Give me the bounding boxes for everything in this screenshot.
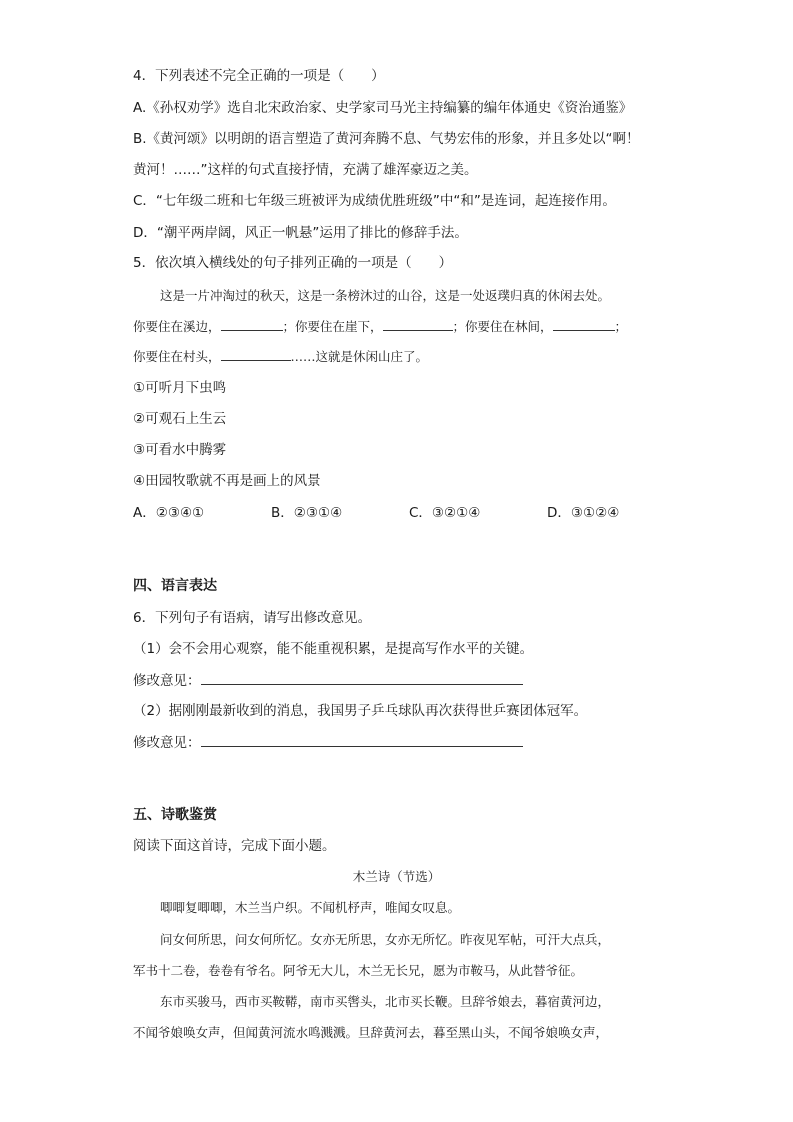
fill-blank[interactable]	[553, 316, 615, 331]
poem-line-4: 东市买骏马，西市买鞍鞯，南市买辔头，北市买长鞭。旦辞爷娘去，暮宿黄河边，	[160, 994, 611, 1009]
poem-title: 木兰诗（节选）	[352, 869, 441, 884]
q4-option-a: A.《孙权劝学》选自北宋政治家、史学家司马光主持编纂的编年体通史《资治通鉴》	[133, 100, 633, 116]
q5-stem: 5．依次填入横线处的句子排列正确的一项是（ ）	[133, 255, 453, 271]
q5-option-a[interactable]: A．②③④①	[133, 505, 205, 521]
q5-options	[133, 503, 619, 523]
q5-item-3: ③可看水中腾雾	[133, 442, 227, 458]
fill-blank[interactable]	[221, 346, 291, 361]
q5-passage-line1: 这是一片冲淘过的秋天，这是一条榜沐过的山谷，这是一处返璞归真的休闲去处。	[160, 288, 611, 303]
q4-option-b-line1: B.《黄河颂》以明朗的语言塑造了黄河奔腾不息、气势宏伟的形象，并且多处以“啊！	[133, 131, 640, 147]
q5-passage-text: ；你要住在崖下，	[282, 319, 383, 334]
q6-stem: 6．下列句子有语病，请写出修改意见。	[133, 610, 372, 626]
poem-line-2: 问女何所思，问女何所忆。女亦无所思，女亦无所忆。昨夜见军帖，可汗大点兵，	[160, 932, 611, 947]
fill-blank[interactable]	[383, 316, 453, 331]
q4-stem: 4．下列表述不完全正确的一项是（ ）	[133, 68, 385, 84]
section-4-title: 四、语言表达	[133, 578, 217, 594]
q5-passage-line3	[133, 346, 428, 367]
answer-label: 修改意见：	[133, 673, 201, 689]
q5-passage-text: ；你要住在林间，	[452, 319, 553, 334]
q5-passage-text: ……这就是休闲山庄了。	[290, 349, 429, 364]
poem-intro: 阅读下面这首诗，完成下面小题。	[133, 838, 336, 854]
q5-passage-text: 你要住在溪边，	[133, 319, 221, 334]
answer-label: 修改意见：	[133, 735, 201, 751]
q6-answer-2	[133, 732, 523, 753]
q5-option-b[interactable]: B．②③①④	[271, 505, 343, 521]
answer-line[interactable]	[201, 732, 523, 747]
q6-sentence-2: （2）据刚刚最新收到的消息，我国男子乒乓球队再次获得世乒赛团体冠军。	[133, 703, 588, 719]
q5-passage-text: ；	[614, 319, 628, 334]
q4-option-b-line2: 黄河！……”这样的句式直接抒情，充满了雄浑豪迈之美。	[133, 162, 478, 178]
poem-line-5: 不闻爷娘唤女声，但闻黄河流水鸣溅溅。旦辞黄河去，暮至黑山头，不闻爷娘唤女声，	[133, 1025, 609, 1040]
fill-blank[interactable]	[221, 316, 283, 331]
q4-option-d: D．“潮平两岸阔，风正一帆悬”运用了排比的修辞手法。	[133, 225, 468, 241]
poem-line-1: 唧唧复唧唧，木兰当户织。不闻机杼声，唯闻女叹息。	[160, 900, 461, 915]
q5-option-c[interactable]: C．③②①④	[409, 505, 481, 521]
q5-item-4: ④田园牧歌就不再是画上的风景	[133, 473, 321, 489]
q5-item-1: ①可听月下虫鸣	[133, 380, 227, 396]
q6-sentence-1: （1）会不会用心观察，能不能重视积累，是提高写作水平的关键。	[133, 641, 534, 657]
q5-item-2: ②可观石上生云	[133, 411, 227, 427]
q5-passage-text: 你要住在村头，	[133, 349, 221, 364]
q6-answer-1	[133, 670, 523, 691]
q5-option-d[interactable]: D．③①②④	[547, 505, 620, 521]
section-5-title: 五、诗歌鉴赏	[133, 807, 217, 823]
answer-line[interactable]	[201, 670, 523, 685]
poem-line-3: 军书十二卷，卷卷有爷名。阿爷无大儿，木兰无长兄，愿为市鞍马，从此替爷征。	[133, 963, 584, 978]
q5-passage-line2	[133, 316, 627, 337]
q4-option-c: C．“七年级二班和七年级三班被评为成绩优胜班级”中“和”是连词，起连接作用。	[133, 193, 616, 209]
